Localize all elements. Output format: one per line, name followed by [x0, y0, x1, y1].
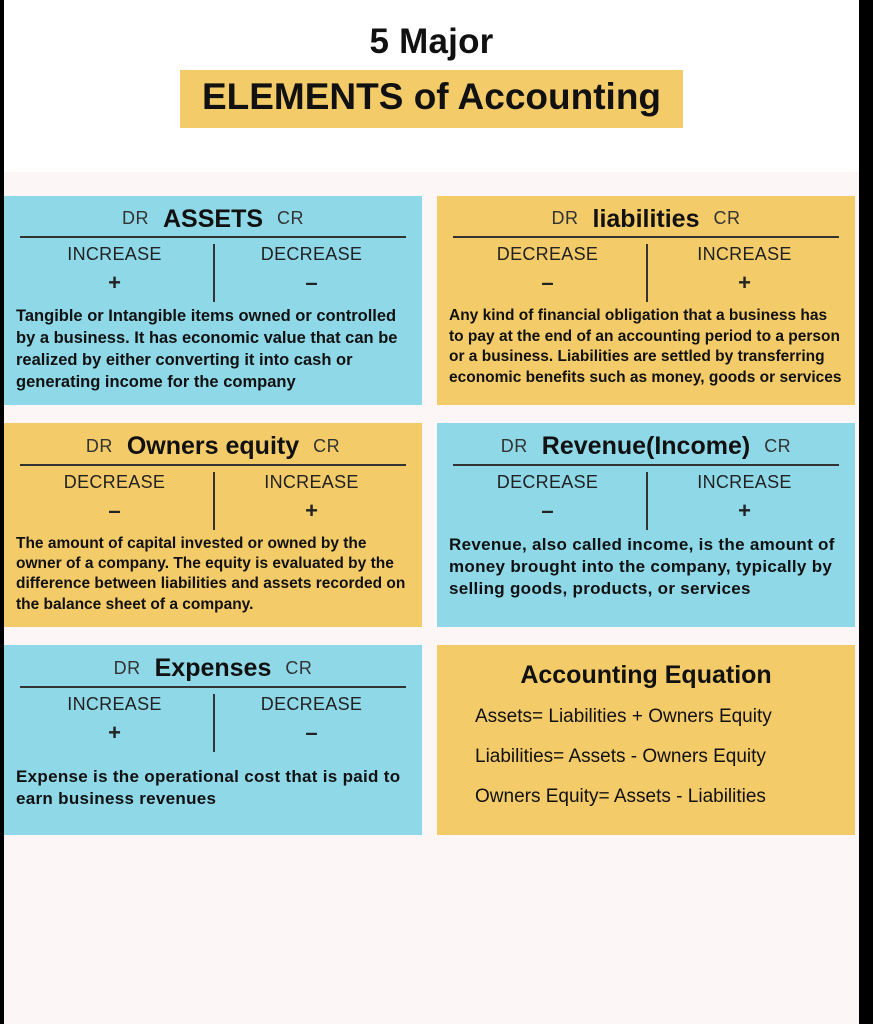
t-account-divider	[213, 694, 215, 752]
card-liabilities	[437, 196, 855, 405]
cards-row-3	[4, 645, 859, 834]
dr-label: DR	[551, 208, 579, 229]
credit-effect: DECREASE	[260, 244, 363, 265]
card-revenue-tcols	[449, 472, 843, 530]
credit-effect: INCREASE	[264, 471, 359, 492]
debit-sign: –	[541, 497, 554, 523]
debit-effect: INCREASE	[67, 693, 162, 714]
debit-effect: DECREASE	[496, 244, 599, 265]
t-account-divider	[646, 472, 648, 530]
cr-label: CR	[313, 435, 341, 456]
cr-label: CR	[713, 208, 741, 229]
debit-column	[16, 694, 213, 752]
header-banner	[4, 0, 859, 172]
credit-column	[213, 472, 410, 530]
equation-line-liabilities: Liabilities= Assets - Owners Equity	[475, 746, 766, 768]
card-liabilities-title: liabilities	[592, 205, 700, 233]
cr-label: CR	[764, 435, 792, 456]
card-owners-equity-description: The amount of capital invested or owned by the owner of a company. The equity is evaluated by the difference between liabilities and assets recorded on the balance sheet of a company.	[16, 534, 406, 613]
t-account-rule	[20, 236, 406, 238]
dr-label: DR	[85, 435, 113, 456]
t-account-rule	[453, 464, 839, 466]
credit-sign: +	[738, 497, 751, 523]
equation-line-owners-equity: Owners Equity= Assets - Liabilities	[475, 786, 766, 808]
equation-line-assets: Assets= Liabilities + Owners Equity	[475, 706, 772, 728]
dr-label: DR	[113, 657, 141, 678]
credit-effect: DECREASE	[260, 693, 363, 714]
card-expenses	[4, 645, 422, 834]
card-expenses-tcols	[16, 694, 410, 752]
debit-sign: +	[108, 719, 121, 745]
page-title-line2: ELEMENTS of Accounting	[180, 70, 683, 128]
card-accounting-equation	[437, 645, 855, 834]
t-account-divider	[213, 244, 215, 302]
card-revenue-description: Revenue, also called income, is the amount of money brought into the company, typically by selling goods, products, or services	[449, 534, 835, 599]
credit-sign: –	[305, 719, 318, 745]
card-owners-equity-title: Owners equity	[126, 432, 300, 461]
page-title-line1: 5 Major	[369, 22, 494, 61]
debit-sign: +	[108, 270, 121, 296]
credit-sign: –	[305, 270, 318, 296]
card-owners-equity	[4, 423, 422, 627]
debit-sign: –	[108, 497, 121, 523]
debit-column	[16, 244, 213, 302]
cr-label: CR	[285, 657, 313, 678]
credit-effect: INCREASE	[697, 244, 792, 265]
debit-column	[449, 244, 646, 302]
card-liabilities-tcols	[449, 244, 843, 302]
t-account-rule	[453, 236, 839, 238]
card-expenses-description: Expense is the operational cost that is paid to earn business revenues	[16, 766, 401, 809]
dr-label: DR	[500, 435, 528, 456]
card-owners-equity-head	[16, 433, 410, 459]
card-liabilities-description: Any kind of financial obligation that a business has to pay at the end of an accounting period to a person or a business. Liabilities are settled by transferring economic benefits such as money, goods or services	[449, 307, 842, 386]
cr-label: CR	[277, 208, 305, 229]
card-assets-title: ASSETS	[162, 205, 264, 233]
debit-effect: INCREASE	[67, 244, 162, 265]
card-revenue-title: Revenue(Income)	[541, 432, 751, 461]
t-account-rule	[20, 686, 406, 688]
credit-column	[213, 694, 410, 752]
dr-label: DR	[121, 208, 149, 229]
cards-grid	[4, 196, 859, 853]
card-revenue-head	[449, 433, 843, 459]
page-title-line2-wrap	[180, 70, 683, 128]
debit-sign: –	[541, 270, 554, 296]
debit-column	[449, 472, 646, 530]
debit-effect: DECREASE	[63, 471, 166, 492]
t-account-divider	[213, 472, 215, 530]
card-assets-head	[16, 206, 410, 232]
right-border	[859, 0, 873, 1024]
card-assets-description: Tangible or Intangible items owned or controlled by a business. It has economic value that can be realized by either converting it into cash or generating income for the company	[16, 307, 398, 391]
card-expenses-head	[16, 655, 410, 681]
card-revenue	[437, 423, 855, 627]
credit-effect: INCREASE	[697, 471, 792, 492]
debit-column	[16, 472, 213, 530]
card-assets-tcols	[16, 244, 410, 302]
t-account-rule	[20, 464, 406, 466]
card-liabilities-head	[449, 206, 843, 232]
credit-sign: +	[738, 270, 751, 296]
credit-column	[213, 244, 410, 302]
cards-row-2	[4, 423, 859, 627]
accounting-equation-title: Accounting Equation	[520, 661, 772, 690]
debit-effect: DECREASE	[496, 471, 599, 492]
card-owners-equity-tcols	[16, 472, 410, 530]
credit-column	[646, 244, 843, 302]
credit-sign: +	[305, 497, 318, 523]
t-account-divider	[646, 244, 648, 302]
cards-row-1	[4, 196, 859, 405]
credit-column	[646, 472, 843, 530]
card-assets	[4, 196, 422, 405]
card-expenses-title: Expenses	[154, 654, 272, 683]
